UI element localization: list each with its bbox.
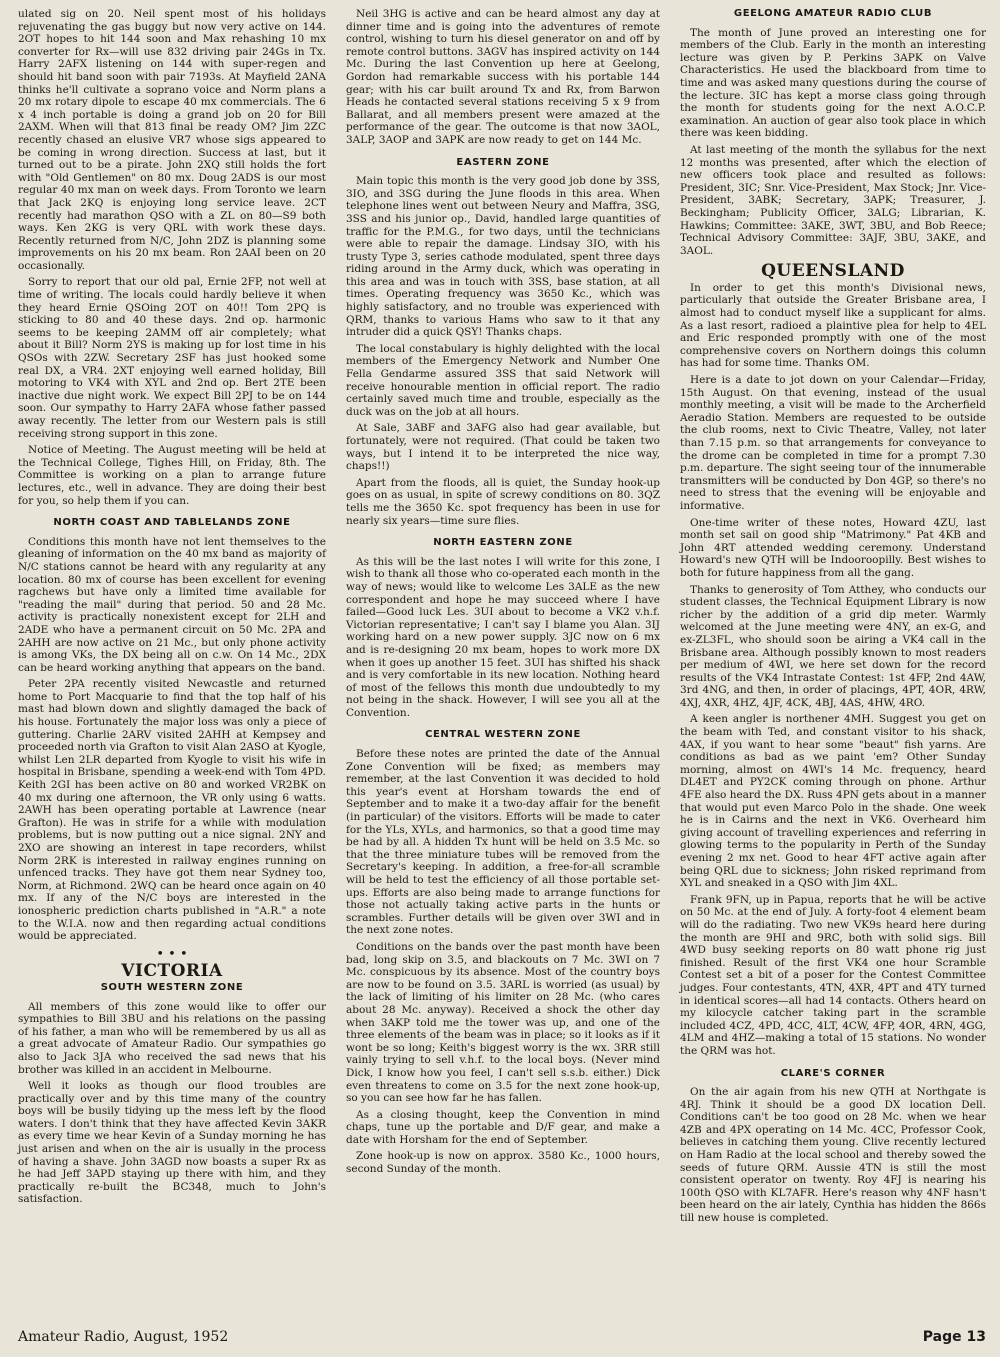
publication-name: Amateur Radio, August, 1952: [18, 1329, 229, 1345]
south-western-heading: SOUTH WESTERN ZONE: [100, 981, 244, 993]
paragraph: The local constabulary is highly delighted with the local members of the Emergency Network and Number One Fella Gendarme assured 3SS that said Network will receive honourable mention in official report. The radio certainly saved much time and trouble, especially as the duck was on the job at all hours.: [346, 342, 660, 418]
paragraph: Sorry to report that our old pal, Ernie 2FP, not well at time of writing. The locals could hardly believe it when they heard Ernie QSOing 2OT on 40!! Tom 2PQ is sticking to 80 and 40 these days. 2nd op. harmonic seems to be keeping 2AMM off air completely; what about it Bill? Norm 2YS is making up for lost time in his QSOs with 2ZW. Secretary 2SF has just hooked some real DX, a VR4. 2XT enjoying well earned holiday, Bill motoring to VK4 with XYL and 2nd op. Bert 2TE been inactive due night work. We expect Bill 2PJ to be on 144 soon. Our sympathy to Harry 2AFA whose father passed away recently. The letter from our Western pals is still receiving strong support in this zone.: [18, 276, 326, 440]
paragraph: At last meeting of the month the syllabus for the next 12 months was presented, after which the election of new officers took place and resulted as follows: President, 3IC; Snr. Vice-President, Max Stock; Jnr. Vice-President, 3ABK; Secretary, 3APK; Treasurer, J. Beckingham; Publicity Officer, 3ALG; Librarian, K. Hawkins; Committee: 3AKE, 3WT, 3BU, and Bob Reece; Technical Advisory Committee: 3AJF, 3BU, 3AKE, and 3AOL.: [680, 143, 986, 257]
paragraph: Frank 9FN, up in Papua, reports that he will be active on 50 Mc. at the end of July. A forty-foot 4 element beam will do the radiating. Two new VK9s heard here during the month are 9HI and 9RC, both with solid sigs. Bill 4WD busy seeking reports on 80 watt phone rig just finished. Result of the first VK4 one hour Scramble Contest set a bit of a poser for the Contest Committee judges. Four contestants, 4TN, 4XR, 4PT and 4TY turned in identical scores—all had 14 contacts. Others heard on my kilocycle catcher taking part in the scramble included 4CZ, 4PD, 4CC, 4LT, 4CW, 4FP, 4OR, 4RN, 4GG, 4LM and 4HZ—making a total of 15 stations. No wonder the QRM was hot.: [680, 893, 986, 1057]
paragraph: Main topic this month is the very good job done by 3SS, 3IO, and 3SG during the June floods in this area. When telephone lines went out between Neury and Maffra, 3SG, 3SS and his junior op., David, handled large quantities of traffic for the P.M.G., for two days, until the technicians were able to repair the damage. Lindsay 3IO, with his trusty Type 3, series cathode modulated, spent three days riding around in the Army duck, which was operating in this area and was in touch with 3SS, base station, at all times. Operating frequency was 3650 Kc., which was highly satisfactory, and no trouble was experienced with QRM, thanks to various Hams who saw to it that any intruder did a quick QSY! Thanks chaps.: [346, 175, 660, 339]
eastern-zone-heading: EASTERN ZONE: [456, 156, 550, 168]
page-number: Page 13: [922, 1329, 986, 1345]
paragraph: Notice of Meeting. The August meeting will be held at the Technical College, Tighes Hill, on Friday, 8th. The Committee is working on a plan to arrange future lectures, etc., well in advance. They are doing their best for you, so help them if you can.: [18, 444, 326, 507]
queensland-heading: QUEENSLAND: [761, 261, 905, 282]
paragraph: Neil 3HG is active and can be heard almost any day at dinner time and is going into the adventures of remote control, wishing to turn his diesel generator on and off by remote control buttons. 3AGV has inspired activity on 144 Mc. During the last Convention up here at Geelong, Gordon had remarkable success with his portable 144 gear; with his car built around Tx and Rx, from Barwon Heads he contacted several stations receiving 5 x 9 from Ballarat, and all members present were amazed at the performance of the gear. The outcome is that now 3AOL, 3ALP, 3AOP and 3APK are now ready to get on 144 Mc.: [346, 8, 660, 146]
paragraph: Zone hook-up is now on approx. 3580 Kc., 1000 hours, second Sunday of the month.: [346, 1150, 660, 1176]
intro-section: [346, 8, 660, 147]
paragraph: Conditions this month have not lent themselves to the gleaning of information on the 40 mx band as majority of N/C stations cannot be heard with any regularity at any location. 80 mx of course has been excellent for evening ragchews but have only a limited time available for "reading the mail" during that period. 50 and 28 Mc. activity is practically nonexistent except for 2LH and 2ADE who have a permanent circuit on 50 Mc. 2PA and 2AHH are now active on 21 Mc., but only phone activity is among VKs, the DX being all on c.w. On 14 Mc., 2DX can be heard working anything that appears on the band.: [18, 535, 326, 674]
central-western-section: [346, 748, 660, 1176]
central-western-heading: CENTRAL WESTERN ZONE: [425, 729, 581, 741]
paragraph: All members of this zone would like to offer our sympathies to Bill 3BU and his relations on the passing of his father, a man who will be remembered by us all as a great advocate of Amateur Radio. Our sympathies go also to Jack 3JA who received the sad news that his brother was killed in an accident in Melbourne.: [18, 1000, 326, 1076]
paragraph: Well it looks as though our flood troubles are practically over and by this time many of the country boys will be busily tidying up the mess left by the flood waters. I don't think that they have affected Kevin 3AKR as every time we hear Kevin of a Sunday morning he has just arisen and when on the air is usually in the process of having a shave. John 3AGD now boasts a super Rx as he had Jeff 3APD staying up there with him, and they practically re-built the BC348, much to John's satisfaction.: [18, 1080, 326, 1206]
paragraph: Apart from the floods, all is quiet, the Sunday hook-up goes on as usual, in spite of screwy conditions on 80. 3QZ tells me the 3650 Kc. spot frequency has been in use for nearly six years—time sure flies.: [346, 476, 660, 527]
geelong-club-section: [680, 27, 986, 258]
paragraph: Thanks to generosity of Tom Atthey, who conducts our student classes, the Technical Equipment Library is now richer by the addition of a grid dip meter. Warmly welcomed at the June meeting were 4NY, an ex-G, and ex-ZL3FL, who should soon be airing a VK4 call in the Brisbane area. Although possibly known to most readers per medium of 4WI, we here set down for the record results of the VK4 Intrastate Contest: 1st 4FP, 2nd 4AW, 3rd 4NG, and then, in order of placings, 4PT, 4OR, 4RW, 4XJ, 4XR, 4HZ, 4JF, 4CK, 4BJ, 4AS, 4HW, 4RO.: [680, 583, 986, 709]
queensland-section: [680, 282, 986, 1058]
clares-corner-section: [680, 1086, 986, 1225]
column-middle: [346, 8, 660, 1180]
paragraph: One-time writer of these notes, Howard 4ZU, last month set sail on good ship "Matrimony." Pat 4KB and John 4RT attended wedding ceremony. Understand Howard's new QTH will be Indooroopilly. Best wishes to both for future happiness from all the gang.: [680, 516, 986, 579]
north-eastern-heading: NORTH EASTERN ZONE: [433, 537, 573, 549]
intro-section: [18, 8, 326, 507]
north-coast-heading: NORTH COAST AND TABLELANDS ZONE: [53, 517, 291, 529]
geelong-club-heading: GEELONG AMATEUR RADIO CLUB: [733, 8, 933, 19]
section-ornament: • • •: [156, 946, 188, 962]
paragraph: On the air again from his new QTH at Northgate is 4RJ. Think it should be a good DX location Dell. Conditions can't be too good on 28 Mc. when we hear 4ZB and 4PX operating on 14 Mc. 4CC, Professor Cook, believes in catching them young. Clive recently lectured on Ham Radio at the local school and thereby sowed the seeds of future QRM. Aussie 4TN is still the most consistent operator on twenty. Roy 4FJ is nearing his 100th QSO with KL7AFR. Here's reason why 4NF hasn't been heard on the air lately, Cynthia has hidden the 866s till new house is completed.: [680, 1086, 986, 1225]
paragraph: As this will be the last notes I will write for this zone, I wish to thank all those who co-operated each month in the way of news; would like to welcome Les 3ALE as the new correspondent and hope he may succeed where I have failed—Good luck Les. 3UI about to become a VK2 v.h.f. Victorian representative; I can't say I blame you Alan. 3IJ working hard on a new power supply. 3JC now on 6 mx and is re-designing 20 mx beam, hopes to work more DX when it goes up another 15 feet. 3UI has shifted his shack and is very comfortable in its new location. Nothing heard of most of the fellows this month due undoubtedly to my not being in the shack. However, I will see you all at the Convention.: [346, 555, 660, 719]
north-coast-section: [18, 536, 326, 943]
paragraph: ulated sig on 20. Neil spent most of his holidays rejuvenating the gas buggy but now very active on 144. 2OT hopes to hit 144 soon and Max rehashing 10 mx converter for Rx—will use 832 driving pair 24Gs in Tx. Harry 2AFX listening on 144 with super-regen and should hit band soon with pair 7193s. At Mayfield 2ANA thinks he'll cultivate a soprano voice and Norm plans a 20 mx rotary dipole to escape 40 mx commercials. The 6 x 4 inch portable is doing a grand job on 20 for Bill 2AXM. When will that 813 final be ready OM? Jim 2ZC recently chased an elusive VR7 whose sigs appeared to be coming in wrong direction. Success at last, but it turned out to be a pirate. John 2XQ still holds the fort with "Old Gentlemen" on 80 mx. Doug 2ADS is our most regular 40 mx man on week days. From Toronto we learn that Jack 2KQ is enjoying long service leave. 2CT recently had marathon QSO with a ZL on 80—S9 both ways. Ken 2KG is very QRL with work these days. Recently returned from N/C, John 2DZ is planning some improvements on his 20 mx beam. Ron 2AAI been on 20 occasionally.: [18, 8, 326, 272]
paragraph: A keen angler is northener 4MH. Suggest you get on the beam with Ted, and constant visitor to his shack, 4AX, if you want to hear some "beaut" fish yarns. Are conditions as bad as we paint 'em? Other Sunday morning, almost on 4WI's 14 Mc. frequency, heard DL4ET and PY2CK coming through on phone. Arthur 4FE also heard the DX. Russ 4PN gets about in a manner that would put even Marco Polo in the shade. One week he is in Cairns and the next in VK6. Overheard him giving account of travelling experiences and referring in glowing terms to the popularity in Perth of the Sunday evening 2 mx net. Good to hear 4FT active again after being QRL due to sickness; John risked reprimand from XYL and sneaked in a QSO with Jim 4XL.: [680, 713, 986, 890]
clares-corner-heading: CLARE'S CORNER: [780, 1067, 886, 1079]
north-eastern-section: [346, 556, 660, 720]
paragraph: Peter 2PA recently visited Newcastle and returned home to Port Macquarie to find that the top half of his mast had blown down and slightly damaged the back of his house. Fortunately the major loss was only a piece of guttering. Charlie 2ARV visited 2AHH at Kempsey and proceeded north via Grafton to visit Alan 2ASO at Kyogle, whilst Len 2LR departed from Kyogle to visit his wife in hospital in Brisbane, spending a week-end with Tom 4PD. Keith 2GI has been active on 80 and worked VR2BK on 40 mx during one afternoon, the VR only using 6 watts. 2AWH has been operating portable at Lawrence (near Grafton). He was in strife for a while with modulation problems, but is now putting out a nice signal. 2NY and 2XO are showing an interest in tape recorders, whilst Norm 2RK is interested in railway engines running on unfenced tracks. They have got them near Sydney too, Norm, at Richmond. 2WQ can be heard once again on 40 mx. If any of the N/C boys are interested in the ionospheric prediction charts published in "A.R." a note to the W.I.A. now and then regarding actual conditions would be appreciated.: [18, 678, 326, 943]
south-western-section: [18, 1001, 326, 1207]
paragraph: Before these notes are printed the date of the Annual Zone Convention will be fixed; as members may remember, at the last Convention it was decided to hold this year's event at Horsham towards the end of September and to make it a two-day affair for the benefit (in particular) of the visitors. Efforts will be made to cater for the YLs, XYLs, and harmonics, so that a good time may be had by all. A hidden Tx hunt will be held on 3.5 Mc. so that the three miniature tubes will be removed from the Secretary's keeping. In addition, a free-for-all scramble will be held to test the efficiency of all those portable set-ups. Efforts are also being made to arrange functions for those not actually taking active parts in the hunts or scrambles. Further details will be given over 3WI and in the next zone notes.: [346, 748, 660, 937]
eastern-zone-section: [346, 175, 660, 527]
paragraph: In order to get this month's Divisional news, particularly that outside the Greater Brisbane area, I almost had to conduct myself like a supplicant for alms. As a last resort, radioed a plaintive plea for help to 4EL and Eric responded promptly with one of the most comprehensive covers on Northern doings this column has had for some time. Thanks OM.: [680, 281, 986, 370]
paragraph: Here is a date to jot down on your Calendar—Friday, 15th August. On that evening, instead of the usual monthly meeting, a visit will be made to the Archerfield Aeradio Station. Members are requested to be outside the club rooms, next to Civic Theatre, Valley, not later than 7.15 p.m. so that arrangements for conveyance to the drome can be completed in time for a prompt 7.30 p.m. departure. The sight seeing tour of the innumerable transmitters will be conducted by Don 4GP, so there's no need to stress that the evening will be enjoyable and informative.: [680, 374, 986, 512]
paragraph: At Sale, 3ABF and 3AFG also had gear available, but fortunately, were not required. (That could be taken two ways, but I intend it to be interpreted the nice way, chaps!!): [346, 422, 660, 473]
paragraph: The month of June proved an interesting one for members of the Club. Early in the month an interesting lecture was given by P. Perkins 3APK on Valve Characteristics. He used the blackboard from time to time and was asked many questions during the course of the lecture. 3IC has kept a morse class going through the month for students going for the next A.O.C.P. examination. An auction of gear also took place in which there was keen bidding.: [680, 26, 986, 140]
column-right: [680, 8, 986, 1229]
victoria-heading: VICTORIA: [121, 961, 223, 982]
paragraph: Conditions on the bands over the past month have been bad, long skip on 3.5, and blackouts on 7 Mc. 3WI on 7 Mc. conspicuous by its absence. Most of the country boys are now to be found on 3.5. 3ARL is worried (as usual) by the lack of limiting of his limiter on 28 Mc. (who cares about 28 Mc. anyway). Received a shock the other day when 3AKP told me the tower was up, and one of the three elements of the beam was in place; so it looks as if it wont be so long; Keith's biggest worry is the wx. 3RR still vainly trying to sell v.h.f. to the local boys. (Never mind Dick, I know how you feel, I can't sell s.s.b. either.) Dick even threatens to come on 3.5 for the next zone hook-up, so you can see how far he has fallen.: [346, 940, 660, 1105]
column-left: [18, 8, 326, 1210]
paragraph: As a closing thought, keep the Convention in mind chaps, tune up the portable and D/F gear, and make a date with Horsham for the end of September.: [346, 1108, 660, 1146]
